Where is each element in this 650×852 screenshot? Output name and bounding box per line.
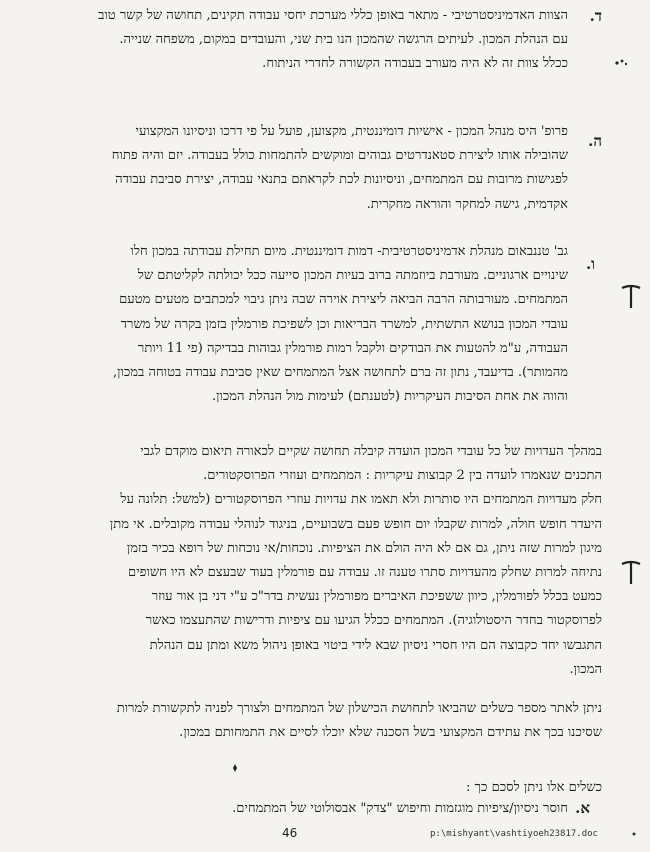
section-marker-h: ה.: [588, 132, 602, 150]
text-line: גב' טננבאום מנהלת אדמיניסטרטיבית- דמות דומיננטית. מיום תחילת עבודתה במכון חלו: [130, 244, 568, 259]
text-line: במהלך העדויות של כל עובדי המכון הועדה קיבלה תחושה שקיים לכאורה תיאום מוקדם לגבי: [140, 444, 602, 459]
failures-paragraph: [117, 697, 602, 745]
text-line: ככלל צוות זה לא היה מעורב בעבודה הקשורה לחדרי הניתוח.: [262, 56, 568, 72]
text-line: שסיכנו בכך את עתידם המקצועי בשל הסכנה שלא יוכלו לסיים את התמחותם במכון.: [179, 725, 602, 741]
file-path: p:\mishyant\vashtiyoeh23817.doc: [430, 829, 598, 839]
text-line: התכנים שנאמרו לועדה בין 2 קבוצות עיקריות : המתמחים ועוזרי הפרוסקטורים.: [203, 468, 602, 484]
page-number: 46: [282, 826, 298, 840]
text-line: לפגישות מרובות עם המתמחים, וניסיונות לכת לקראתם בתנאי עבודה, יצירת סביבת עבודה: [115, 172, 568, 188]
main-paragraph: [110, 440, 602, 682]
text-line: חוסר ניסיון/ציפיות מוגזמות וחיפוש "צדק" אבסולוטי של המתמחים.: [232, 801, 568, 816]
text-line: חלק מעדויות המתמחים היו סותרות ולא תאמו את עדויות עוזרי הפרוסקטורים (למשל: תלונה על: [120, 492, 602, 508]
punch-hole-mark-upper: [620, 284, 642, 310]
text-line: עובדי המכון בנושא התשתית, למשרד הבריאות וכן לשפיכת פורמלין בזמן בקרה של משרד: [120, 316, 568, 332]
text-line: שהובילה אותו ליצירת סטאנדרטים גבוהים ומוקשים להתמחות כולל בעבודה. יזם והיה פתוח: [111, 148, 568, 164]
section-marker-d: ד.: [589, 7, 602, 25]
text-line: כמעט בכלל לפורמלין, כיוון ששפיכת האיברים מפורמלין נעשית בדר"כ ע"י דני בן אור עוזר: [151, 589, 602, 605]
text-line: הצוות האדמיניסטרטיבי - מתאר באופן כללי מערכת יחסי עבודה תקינים, תחושה של קשר טוב: [98, 8, 568, 23]
list-marker-a: א.: [575, 799, 590, 817]
text-line: עם הנהלת המכון. לעיתים הרגשה שהמכון הנו בית שני, והעובדים במקום, משפחה שנייה.: [119, 32, 568, 48]
text-line: המתמחים. מעורבותה הרבה הביאה ליצירת אוירה שבה ניתן גיבוי למכתבים מטעים מטעם: [119, 292, 568, 308]
scan-mark-top: [612, 56, 632, 70]
text-line: התגבשו יחד כקבוצה הם היו חסרי ניסיון שבא לידי ביטוי באופן ניהול משא ומתן עם הנהלת: [149, 637, 602, 653]
text-line: כשלים אלו ניתן לסכם כך :: [466, 780, 602, 795]
text-line: אקדמית, גישה למחקר והוראה מחקרית.: [366, 196, 568, 212]
text-line: מהמותר). בדיעבד, נתון זה ברם לתחושה אצל המתמחים שאין סביבת עבודה בטוחה במכון,: [113, 364, 568, 380]
list-item-a: [232, 797, 568, 821]
section-d-text: [98, 4, 568, 77]
text-line: ניתן לאתר מספר כשלים שהביאו לתחושת הכישלון של המתמחים ולצורך לפניה לתקשורת למרות: [116, 701, 602, 716]
text-line: העבודה, ע"מ להטעות את הבודקים ולקבל רמות פורמלין גבוהות בבדיקה (פי 11 ויותר: [137, 340, 568, 356]
text-line: לפרוסקטור בחדר היסטולוגיה). המתמחים ככלל הגיעו עם ציפיות ודרישות שהתעצמו כאשר: [145, 613, 602, 629]
text-line: פרופ' היס מנהל המכון - אישיות דומיננטית, מקצוען, פועל על פי דרכו וניסיונו המקצועי: [135, 124, 568, 139]
section-v-text: [113, 240, 568, 409]
punch-hole-mark-lower: [620, 560, 642, 586]
text-line: שינויים ארגוניים. מעורבת ביוזמתה ברוב בעיות המכון סייעה ככל יכולתה לקליטתם של: [137, 268, 568, 284]
section-h-text: [112, 120, 568, 217]
scan-speck-edge: [630, 830, 638, 838]
text-line: נתיחה למרות שחלק מהעדויות סתרו טענה זו. עבודה עם פורמלין בעוד שבעצם לא היו חשופים: [128, 564, 602, 580]
text-line: מיגון למרות שזה ניתן, גם אם לא היה הולם את הציפיות. נוכחות/אי נוכחות של רופא בכיר בזמן: [126, 540, 602, 556]
text-line: והווה את אחת הסיבות העיקריות (לטענתם) לעימות מול הנהלת המכון.: [212, 389, 568, 405]
text-line: המכון.: [569, 661, 602, 677]
section-marker-v: ו.: [585, 255, 595, 273]
text-line: היעדר חופש חולה, למרות שקבלו יום חופש פעם בשבועיים, בניגוד לנוהלי עבודה מקובלים. אי מתן: [109, 516, 602, 532]
scan-speck: [230, 763, 240, 773]
